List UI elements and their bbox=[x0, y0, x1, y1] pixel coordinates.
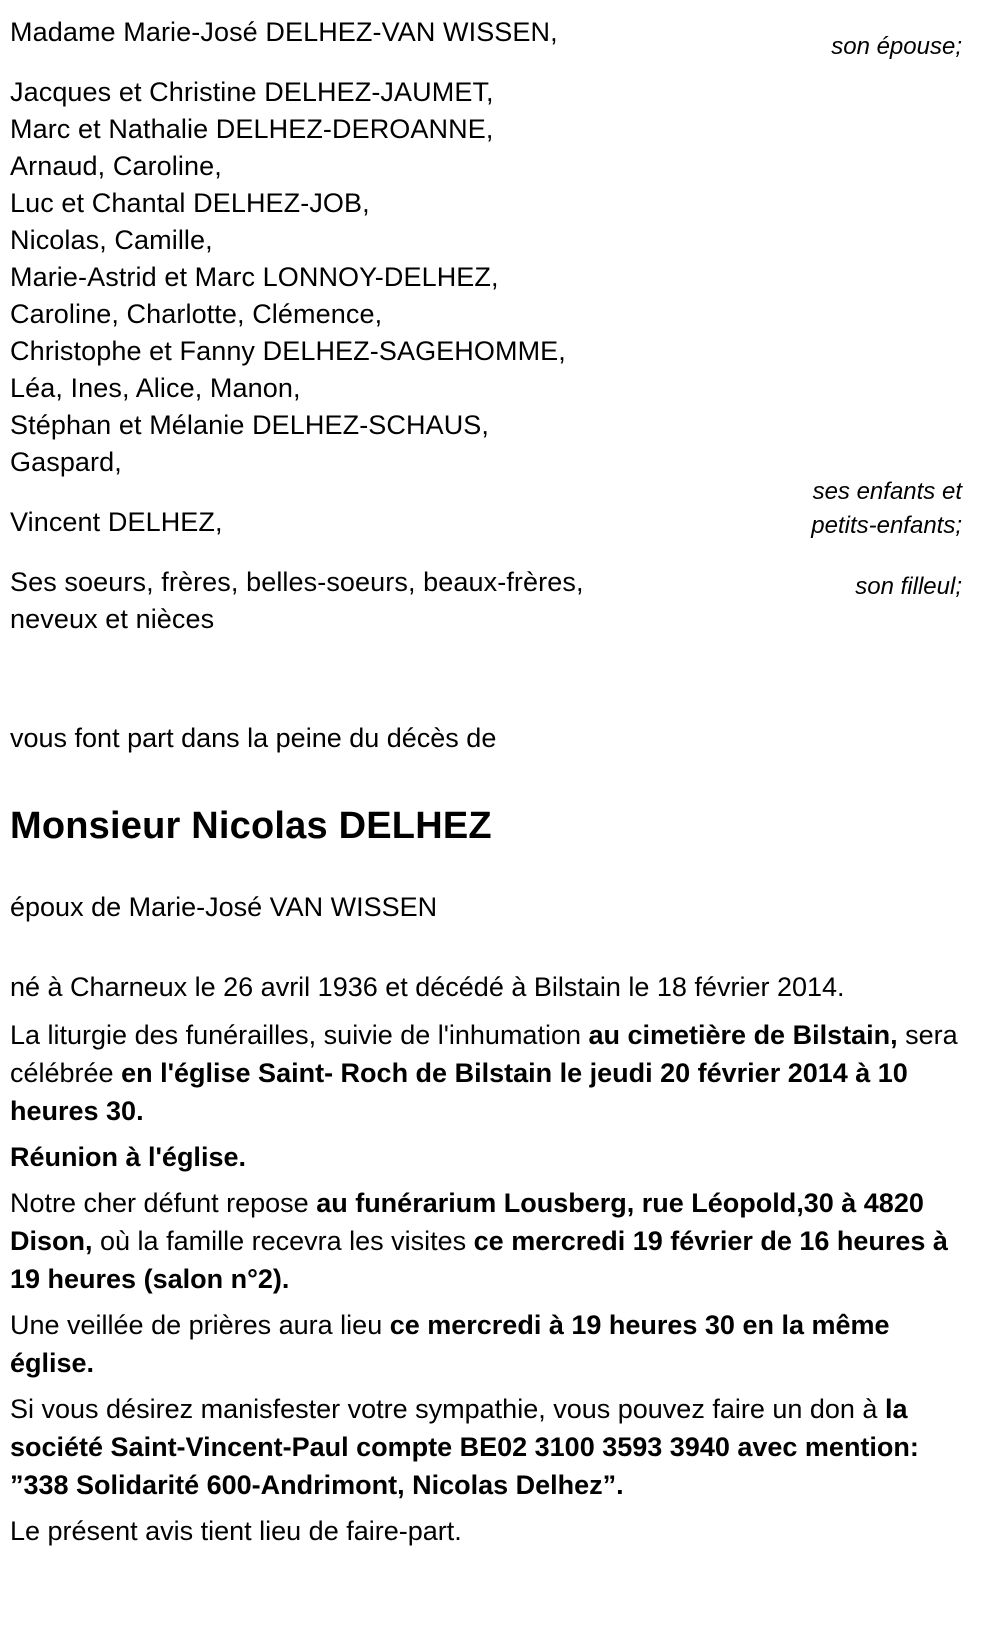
family-name-line: Madame Marie-José DELHEZ-VAN WISSEN, bbox=[10, 17, 558, 47]
liturgy-text-1: La liturgie des funérailles, suivie de l'inhumation bbox=[10, 1020, 589, 1050]
relation-label-children bbox=[811, 475, 962, 543]
family-names-list bbox=[10, 14, 710, 638]
vigil-paragraph bbox=[10, 1306, 960, 1382]
reunion-bold: Réunion à l'église. bbox=[10, 1142, 246, 1172]
relation-label-children-line2: petits-enfants; bbox=[811, 512, 962, 539]
funerarium-bold-1: au funérarium Lousberg, rue Léopold,30 à 4820 Dison, bbox=[10, 1188, 924, 1256]
family-name-line: neveux et nièces bbox=[10, 604, 215, 634]
family-name-line: Luc et Chantal DELHEZ-JOB, bbox=[10, 188, 370, 218]
deceased-name-heading: Monsieur Nicolas DELHEZ bbox=[10, 805, 492, 847]
announcement-lead: vous font part dans la peine du décès de bbox=[10, 723, 497, 753]
funerarium-bold-2: ce mercredi 19 février de 16 heures à 19 heures (salon n°2). bbox=[10, 1226, 948, 1294]
family-name-line: Stéphan et Mélanie DELHEZ-SCHAUS, bbox=[10, 410, 490, 440]
vigil-bold-1: ce mercredi à 19 heures 30 en la même église. bbox=[10, 1310, 890, 1378]
birth-death-line: né à Charneux le 26 avril 1936 et décédé à Bilstain le 18 février 2014. bbox=[10, 972, 845, 1002]
spouse-of-line: époux de Marie-José VAN WISSEN bbox=[10, 892, 438, 922]
family-name-line: Caroline, Charlotte, Clémence, bbox=[10, 299, 383, 329]
donation-text-1: Si vous désirez manisfester votre sympathie, vous pouvez faire un don à bbox=[10, 1394, 885, 1424]
family-name-line: Jacques et Christine DELHEZ-JAUMET, bbox=[10, 77, 494, 107]
relation-label-godson: son filleul; bbox=[855, 573, 962, 600]
family-name-line: Marc et Nathalie DELHEZ-DEROANNE, bbox=[10, 114, 494, 144]
vigil-text-1: Une veillée de prières aura lieu bbox=[10, 1310, 390, 1340]
funerarium-text-2: où la famille recevra les visites bbox=[92, 1226, 474, 1256]
announcement-body bbox=[10, 720, 960, 1550]
funerarium-text-1: Notre cher défunt repose bbox=[10, 1188, 317, 1218]
closing-paragraph: Le présent avis tient lieu de faire-part. bbox=[10, 1516, 462, 1546]
liturgy-paragraph bbox=[10, 1016, 960, 1130]
liturgy-bold-1: au cimetière de Bilstain, bbox=[588, 1020, 898, 1050]
relation-label-children-line1: ses enfants et bbox=[812, 478, 962, 505]
liturgy-bold-2: en l'église Saint- Roch de Bilstain le jeudi 20 février 2014 à 10 heures 30. bbox=[10, 1058, 908, 1126]
family-name-line: Arnaud, Caroline, bbox=[10, 151, 222, 181]
funerarium-paragraph bbox=[10, 1184, 960, 1298]
family-name-line: Christophe et Fanny DELHEZ-SAGEHOMME, bbox=[10, 336, 566, 366]
family-name-line: Gaspard, bbox=[10, 447, 122, 477]
donation-bold-1: la société Saint-Vincent-Paul compte BE02 3100 3593 3940 avec mention: ”338 Solidarité 600-Andrimont, Nicolas Delhez”. bbox=[10, 1394, 919, 1500]
family-name-line: Vincent DELHEZ, bbox=[10, 507, 223, 537]
relation-label-spouse: son épouse; bbox=[831, 33, 962, 60]
family-name-line: Nicolas, Camille, bbox=[10, 225, 213, 255]
reunion-paragraph bbox=[10, 1138, 960, 1176]
family-name-line: Marie-Astrid et Marc LONNOY-DELHEZ, bbox=[10, 262, 499, 292]
family-name-line: Ses soeurs, frères, belles-soeurs, beaux-frères, bbox=[10, 567, 584, 597]
family-name-line: Léa, Ines, Alice, Manon, bbox=[10, 373, 301, 403]
liturgy-text-2: sera célébrée bbox=[10, 1020, 958, 1088]
donation-paragraph bbox=[10, 1390, 960, 1504]
